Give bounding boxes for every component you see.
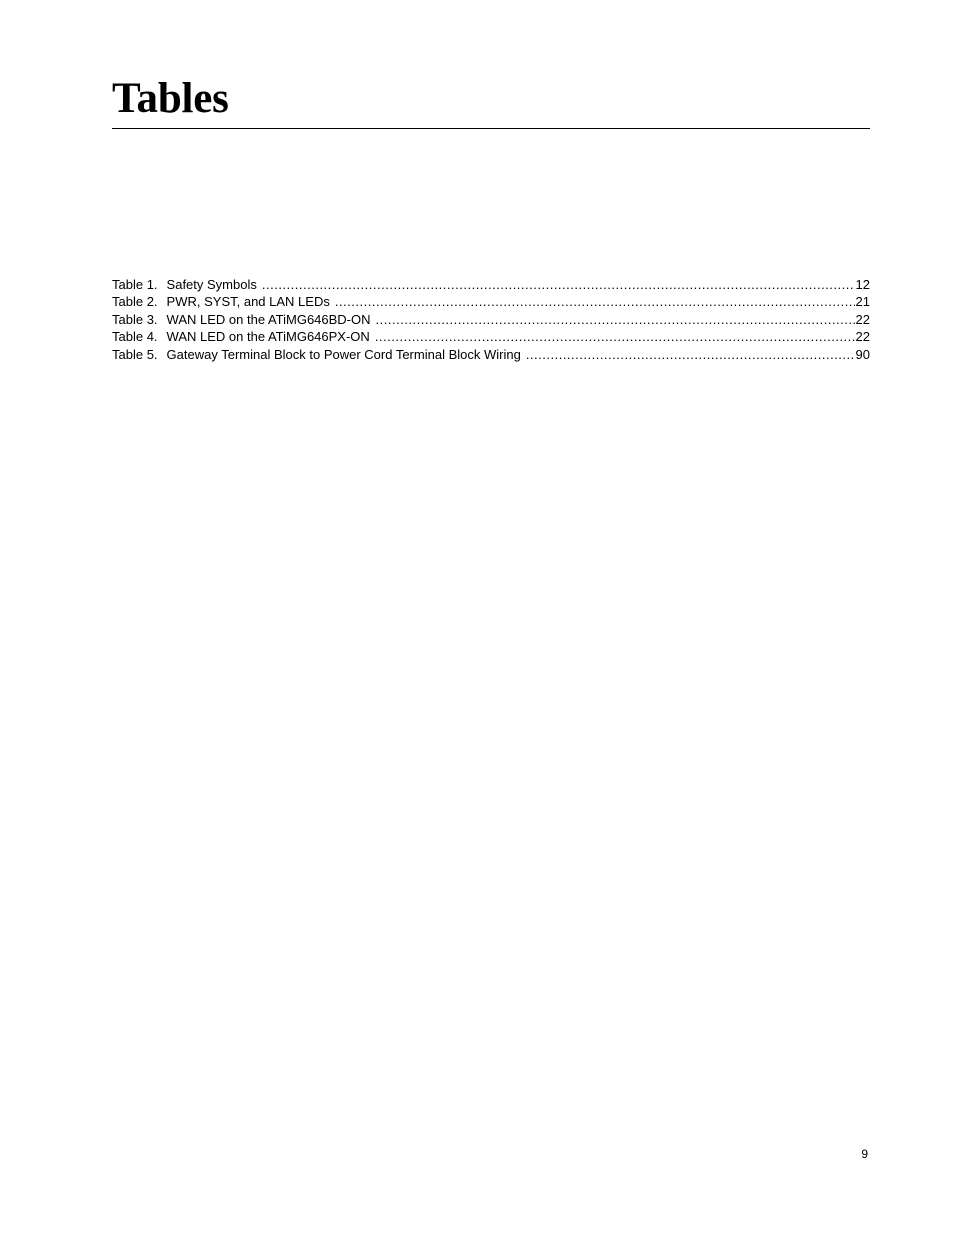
toc-entry[interactable]	[112, 276, 870, 293]
toc-entry-page: 22	[855, 311, 870, 327]
toc-entry-number: Table 4.	[112, 329, 158, 345]
toc-dot-leader	[375, 328, 855, 345]
toc-entry-label: Gateway Terminal Block to Power Cord Terminal Block Wiring	[166, 346, 521, 362]
toc-entry-number: Table 3.	[112, 311, 158, 327]
toc-entry[interactable]	[112, 328, 870, 345]
toc-dot-leader	[262, 276, 855, 293]
toc-dot-leader	[376, 311, 855, 328]
toc-entry[interactable]	[112, 293, 870, 310]
toc-dot-leader	[335, 293, 855, 310]
toc-entry-label: WAN LED on the ATiMG646BD-ON	[166, 311, 371, 327]
toc-entry-page: 21	[855, 294, 870, 310]
toc-entry-label: PWR, SYST, and LAN LEDs	[166, 294, 330, 310]
toc-entry[interactable]	[112, 346, 870, 363]
toc-entry-number: Table 1.	[112, 277, 158, 292]
toc-entry-label: WAN LED on the ATiMG646PX-ON	[166, 329, 370, 345]
toc-entry[interactable]	[112, 311, 870, 328]
toc-entry-page: 12	[855, 277, 870, 292]
toc-entry-label: Safety Symbols	[166, 277, 257, 292]
page-title: Tables	[112, 75, 229, 122]
list-of-tables	[112, 276, 870, 363]
toc-entry-page: 22	[855, 329, 870, 345]
toc-entry-page: 90	[855, 346, 870, 362]
toc-dot-leader	[526, 346, 855, 363]
toc-entry-number: Table 5.	[112, 346, 158, 362]
toc-entry-number: Table 2.	[112, 294, 158, 310]
title-rule	[112, 128, 870, 129]
page-number: 9	[861, 1147, 868, 1161]
